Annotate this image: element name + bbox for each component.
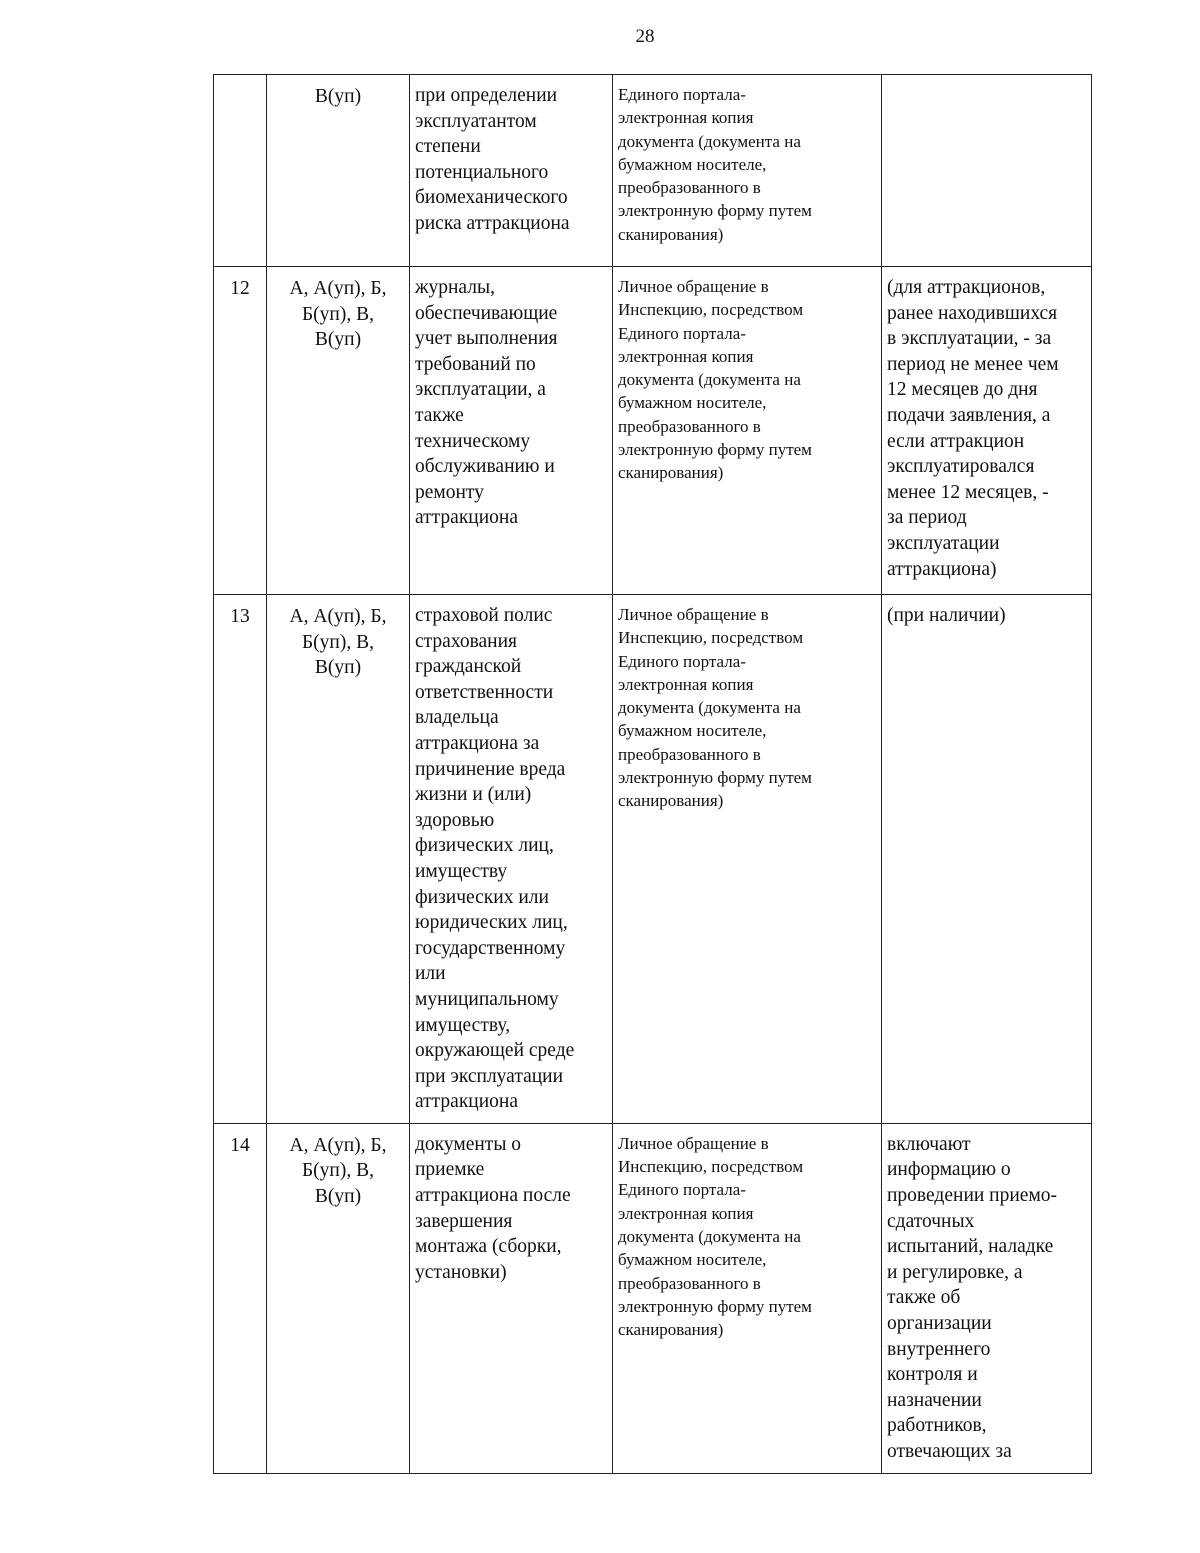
table-row (214, 267, 1092, 595)
document-name: при определении эксплуатантом степени потенциального биомеханического риска аттракциона (410, 75, 613, 267)
documents-table (213, 74, 1092, 1474)
row-number: 13 (214, 595, 267, 1124)
note: включают информацию о проведении приемо- сдаточных испытаний, наладке и регулировке, а также об организации внутреннего контроля и назначении работников, отвечающих за (882, 1123, 1092, 1473)
submission-method: Личное обращение в Инспекцию, посредством Единого портала- электронная копия документа (документа на бумажном носителе, преобразованного в электронную форму путем сканирования) (613, 1123, 882, 1473)
attraction-classes: В(уп) (267, 75, 410, 267)
note (882, 75, 1092, 267)
document-name: журналы, обеспечивающие учет выполнения требований по эксплуатации, а также техническому обслуживанию и ремонту аттракциона (410, 267, 613, 595)
attraction-classes: А, А(уп), Б, Б(уп), В, В(уп) (267, 1123, 410, 1473)
table-row (214, 75, 1092, 267)
submission-method: Личное обращение в Инспекцию, посредством Единого портала- электронная копия документа (документа на бумажном носителе, преобразованного в электронную форму путем сканирования) (613, 267, 882, 595)
attraction-classes: А, А(уп), Б, Б(уп), В, В(уп) (267, 595, 410, 1124)
submission-method: Личное обращение в Инспекцию, посредством Единого портала- электронная копия документа (документа на бумажном носителе, преобразованного в электронную форму путем сканирования) (613, 595, 882, 1124)
attraction-classes: А, А(уп), Б, Б(уп), В, В(уп) (267, 267, 410, 595)
submission-method: Единого портала- электронная копия документа (документа на бумажном носителе, преобразованного в электронную форму путем сканирования) (613, 75, 882, 267)
table-row (214, 595, 1092, 1124)
note: (для аттракционов, ранее находившихся в эксплуатации, - за период не менее чем 12 месяцев до дня подачи заявления, а если аттракцион эксплуатировался менее 12 месяцев, - за период эксплуатации аттракциона) (882, 267, 1092, 595)
note: (при наличии) (882, 595, 1092, 1124)
row-number: 12 (214, 267, 267, 595)
table-row (214, 1123, 1092, 1473)
document-name: страховой полис страхования гражданской ответственности владельца аттракциона за причинение вреда жизни и (или) здоровью физических лиц, имуществу физических или юридических лиц, государственному или муниципальному имуществу, окружающей среде при эксплуатации аттракциона (410, 595, 613, 1124)
document-name: документы о приемке аттракциона после завершения монтажа (сборки, установки) (410, 1123, 613, 1473)
row-number: 14 (214, 1123, 267, 1473)
row-number (214, 75, 267, 267)
page-number: 28 (635, 26, 655, 47)
